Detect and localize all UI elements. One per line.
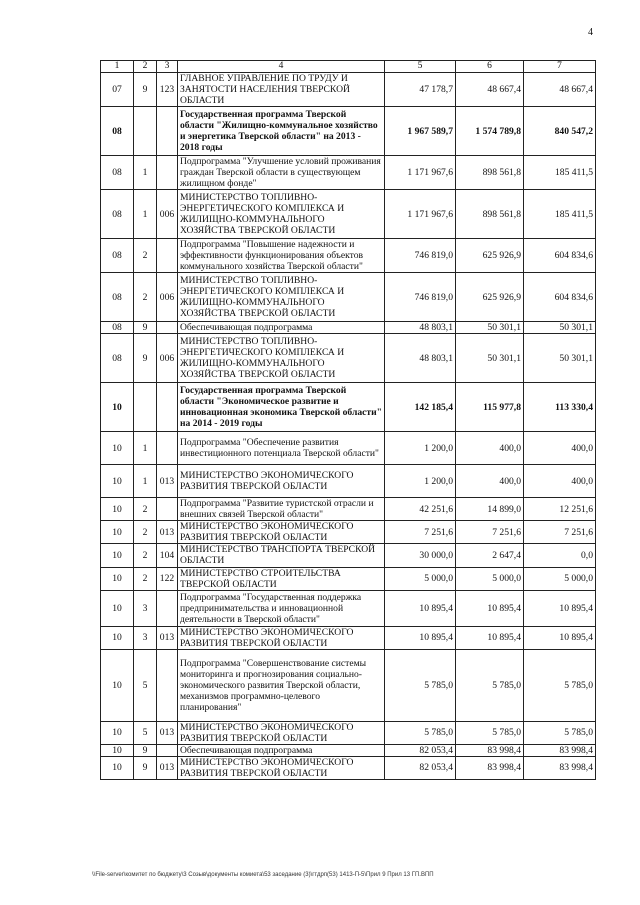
- row-value-2019-cell: 42 251,6: [385, 498, 456, 521]
- row-admin-code-cell: 006: [157, 334, 178, 383]
- row-value-2021-cell: 10 895,4: [524, 590, 596, 626]
- row-admin-code-cell: 013: [157, 465, 178, 498]
- table-row: [101, 432, 596, 465]
- table-row: [101, 239, 596, 273]
- row-value-2021-cell: 10 895,4: [524, 626, 596, 649]
- table-row: [101, 544, 596, 567]
- row-value-2020-cell: 115 977,8: [456, 383, 524, 432]
- row-name-cell: Подпрограмма "Повышение надежности и эффективности функционирования объектов коммунального хозяйства Тверской области": [178, 239, 385, 273]
- row-subprogram-cell: [134, 383, 157, 432]
- row-subprogram-cell: 2: [134, 273, 157, 322]
- row-value-2021-cell: 5 000,0: [524, 567, 596, 590]
- row-name-cell: Подпрограмма "Государственная поддержка предпринимательства и инновационной деятельности в Тверской области": [178, 590, 385, 626]
- row-subprogram-cell: 2: [134, 544, 157, 567]
- row-value-2020-cell: 898 561,8: [456, 156, 524, 190]
- row-admin-code-cell: 122: [157, 567, 178, 590]
- column-header: 5: [385, 61, 456, 73]
- row-subprogram-cell: 3: [134, 590, 157, 626]
- table-row: [101, 567, 596, 590]
- row-subprogram-cell: 5: [134, 721, 157, 744]
- table-row: [101, 649, 596, 721]
- row-subprogram-cell: 2: [134, 521, 157, 544]
- row-code-cell: 08: [101, 107, 134, 156]
- table-row: [101, 73, 596, 107]
- row-value-2019-cell: 7 251,6: [385, 521, 456, 544]
- row-admin-code-cell: 104: [157, 544, 178, 567]
- table-row: [101, 334, 596, 383]
- row-value-2020-cell: 1 574 789,8: [456, 107, 524, 156]
- row-admin-code-cell: 006: [157, 273, 178, 322]
- row-subprogram-cell: 9: [134, 73, 157, 107]
- table-row: [101, 465, 596, 498]
- row-value-2020-cell: 2 647,4: [456, 544, 524, 567]
- row-value-2020-cell: 5 000,0: [456, 567, 524, 590]
- row-subprogram-cell: 3: [134, 626, 157, 649]
- row-code-cell: 08: [101, 334, 134, 383]
- row-admin-code-cell: 123: [157, 73, 178, 107]
- row-value-2019-cell: 30 000,0: [385, 544, 456, 567]
- row-code-cell: 10: [101, 498, 134, 521]
- row-name-cell: Обеспечивающая подпрограмма: [178, 744, 385, 756]
- row-subprogram-cell: 9: [134, 744, 157, 756]
- row-value-2019-cell: 1 967 589,7: [385, 107, 456, 156]
- row-value-2019-cell: 48 803,1: [385, 322, 456, 334]
- table-body: [101, 73, 596, 780]
- row-name-cell: МИНИСТЕРСТВО ТОПЛИВНО-ЭНЕРГЕТИЧЕСКОГО КОМПЛЕКСА И ЖИЛИЩНО-КОММУНАЛЬНОГО ХОЗЯЙСТВА ТВЕРСКОЙ ОБЛАСТИ: [178, 190, 385, 239]
- row-value-2021-cell: 113 330,4: [524, 383, 596, 432]
- column-header: 4: [178, 61, 385, 73]
- row-code-cell: 10: [101, 626, 134, 649]
- row-value-2020-cell: 898 561,8: [456, 190, 524, 239]
- row-value-2019-cell: 142 185,4: [385, 383, 456, 432]
- row-admin-code-cell: 006: [157, 190, 178, 239]
- row-admin-code-cell: 013: [157, 626, 178, 649]
- row-code-cell: 10: [101, 521, 134, 544]
- row-value-2020-cell: 400,0: [456, 465, 524, 498]
- row-code-cell: 08: [101, 273, 134, 322]
- row-value-2019-cell: 1 200,0: [385, 432, 456, 465]
- row-value-2021-cell: 604 834,6: [524, 239, 596, 273]
- column-header: 3: [157, 61, 178, 73]
- row-name-cell: ГЛАВНОЕ УПРАВЛЕНИЕ ПО ТРУДУ И ЗАНЯТОСТИ НАСЕЛЕНИЯ ТВЕРСКОЙ ОБЛАСТИ: [178, 73, 385, 107]
- file-path-footer: \\File-server\комитет по бюджету\3 Созыв\документы комиета\53 заседание (3)\гтдрп(53) 1413-П-5\Прил 9 Прил 13 ГП.ВПП: [92, 872, 434, 878]
- page-number: 4: [588, 27, 593, 38]
- row-admin-code-cell: [157, 649, 178, 721]
- budget-table: [100, 60, 596, 780]
- row-admin-code-cell: 013: [157, 756, 178, 779]
- table-row: [101, 383, 596, 432]
- row-value-2021-cell: 185 411,5: [524, 156, 596, 190]
- row-value-2019-cell: 47 178,7: [385, 73, 456, 107]
- row-admin-code-cell: [157, 322, 178, 334]
- row-code-cell: 10: [101, 721, 134, 744]
- row-code-cell: 08: [101, 190, 134, 239]
- table-header-row: [101, 61, 596, 73]
- row-value-2020-cell: 14 899,0: [456, 498, 524, 521]
- table-row: [101, 721, 596, 744]
- row-name-cell: МИНИСТЕРСТВО ЭКОНОМИЧЕСКОГО РАЗВИТИЯ ТВЕРСКОЙ ОБЛАСТИ: [178, 756, 385, 779]
- row-admin-code-cell: 013: [157, 521, 178, 544]
- row-name-cell: Государственная программа Тверской области "Экономическое развитие и инновационная экономика Тверской области" на 2014 - 2019 годы: [178, 383, 385, 432]
- row-value-2021-cell: 50 301,1: [524, 334, 596, 383]
- row-admin-code-cell: [157, 383, 178, 432]
- row-code-cell: 10: [101, 432, 134, 465]
- row-value-2021-cell: 840 547,2: [524, 107, 596, 156]
- table-row: [101, 107, 596, 156]
- row-value-2020-cell: 10 895,4: [456, 590, 524, 626]
- row-name-cell: МИНИСТЕРСТВО ЭКОНОМИЧЕСКОГО РАЗВИТИЯ ТВЕРСКОЙ ОБЛАСТИ: [178, 626, 385, 649]
- row-value-2019-cell: 1 171 967,6: [385, 156, 456, 190]
- row-value-2021-cell: 12 251,6: [524, 498, 596, 521]
- row-value-2020-cell: 50 301,1: [456, 322, 524, 334]
- table-row: [101, 322, 596, 334]
- row-admin-code-cell: 013: [157, 721, 178, 744]
- table-row: [101, 190, 596, 239]
- row-code-cell: 10: [101, 383, 134, 432]
- column-header: 2: [134, 61, 157, 73]
- row-value-2021-cell: 400,0: [524, 432, 596, 465]
- row-value-2020-cell: 5 785,0: [456, 721, 524, 744]
- row-value-2019-cell: 10 895,4: [385, 590, 456, 626]
- table-row: [101, 744, 596, 756]
- row-code-cell: 10: [101, 465, 134, 498]
- table-row: [101, 521, 596, 544]
- row-name-cell: Обеспечивающая подпрограмма: [178, 322, 385, 334]
- row-value-2019-cell: 10 895,4: [385, 626, 456, 649]
- row-admin-code-cell: [157, 590, 178, 626]
- row-subprogram-cell: 5: [134, 649, 157, 721]
- row-value-2021-cell: 83 998,4: [524, 744, 596, 756]
- row-value-2020-cell: 625 926,9: [456, 239, 524, 273]
- row-value-2021-cell: 50 301,1: [524, 322, 596, 334]
- row-subprogram-cell: 1: [134, 156, 157, 190]
- row-value-2021-cell: 604 834,6: [524, 273, 596, 322]
- row-admin-code-cell: [157, 107, 178, 156]
- row-value-2020-cell: 7 251,6: [456, 521, 524, 544]
- row-admin-code-cell: [157, 156, 178, 190]
- row-subprogram-cell: 2: [134, 498, 157, 521]
- column-header: 6: [456, 61, 524, 73]
- row-name-cell: Подпрограмма "Улучшение условий проживания граждан Тверской области в существующем жилищном фонде": [178, 156, 385, 190]
- row-value-2020-cell: 48 667,4: [456, 73, 524, 107]
- row-subprogram-cell: 1: [134, 432, 157, 465]
- row-name-cell: Государственная программа Тверской области "Жилищно-коммунальное хозяйство и энергетика Тверской области" на 2013 - 2018 годы: [178, 107, 385, 156]
- row-subprogram-cell: 2: [134, 239, 157, 273]
- table-row: [101, 590, 596, 626]
- column-header: 7: [524, 61, 596, 73]
- row-name-cell: Подпрограмма "Совершенствование системы мониторинга и прогнозирования социально-экономического развития Тверской области, механизмов программно-целевого планирования": [178, 649, 385, 721]
- row-name-cell: Подпрограмма "Развитие туристской отрасли и внешних связей Тверской области": [178, 498, 385, 521]
- row-name-cell: МИНИСТЕРСТВО ТОПЛИВНО-ЭНЕРГЕТИЧЕСКОГО КОМПЛЕКСА И ЖИЛИЩНО-КОММУНАЛЬНОГО ХОЗЯЙСТВА ТВЕРСКОЙ ОБЛАСТИ: [178, 273, 385, 322]
- row-value-2019-cell: 82 053,4: [385, 756, 456, 779]
- row-value-2019-cell: 1 200,0: [385, 465, 456, 498]
- row-code-cell: 10: [101, 590, 134, 626]
- row-value-2019-cell: 746 819,0: [385, 273, 456, 322]
- row-name-cell: МИНИСТЕРСТВО СТРОИТЕЛЬСТВА ТВЕРСКОЙ ОБЛАСТИ: [178, 567, 385, 590]
- row-code-cell: 10: [101, 544, 134, 567]
- row-name-cell: МИНИСТЕРСТВО ТРАНСПОРТА ТВЕРСКОЙ ОБЛАСТИ: [178, 544, 385, 567]
- row-value-2019-cell: 5 000,0: [385, 567, 456, 590]
- row-value-2019-cell: 5 785,0: [385, 649, 456, 721]
- row-value-2021-cell: 48 667,4: [524, 73, 596, 107]
- column-header: 1: [101, 61, 134, 73]
- row-value-2019-cell: 746 819,0: [385, 239, 456, 273]
- row-value-2021-cell: 5 785,0: [524, 721, 596, 744]
- row-value-2020-cell: 625 926,9: [456, 273, 524, 322]
- row-value-2020-cell: 5 785,0: [456, 649, 524, 721]
- row-value-2020-cell: 50 301,1: [456, 334, 524, 383]
- row-admin-code-cell: [157, 239, 178, 273]
- row-code-cell: 08: [101, 239, 134, 273]
- row-admin-code-cell: [157, 498, 178, 521]
- row-value-2019-cell: 82 053,4: [385, 744, 456, 756]
- row-value-2021-cell: 83 998,4: [524, 756, 596, 779]
- row-code-cell: 10: [101, 567, 134, 590]
- row-value-2020-cell: 400,0: [456, 432, 524, 465]
- row-name-cell: МИНИСТЕРСТВО ТОПЛИВНО-ЭНЕРГЕТИЧЕСКОГО КОМПЛЕКСА И ЖИЛИЩНО-КОММУНАЛЬНОГО ХОЗЯЙСТВА ТВЕРСКОЙ ОБЛАСТИ: [178, 334, 385, 383]
- row-subprogram-cell: 1: [134, 190, 157, 239]
- row-value-2019-cell: 1 171 967,6: [385, 190, 456, 239]
- row-code-cell: 10: [101, 649, 134, 721]
- row-name-cell: Подпрограмма "Обеспечение развития инвестиционного потенциала Тверской области": [178, 432, 385, 465]
- row-code-cell: 08: [101, 322, 134, 334]
- row-code-cell: 10: [101, 744, 134, 756]
- table-row: [101, 626, 596, 649]
- row-name-cell: МИНИСТЕРСТВО ЭКОНОМИЧЕСКОГО РАЗВИТИЯ ТВЕРСКОЙ ОБЛАСТИ: [178, 521, 385, 544]
- row-code-cell: 08: [101, 156, 134, 190]
- row-code-cell: 10: [101, 756, 134, 779]
- row-value-2021-cell: 7 251,6: [524, 521, 596, 544]
- row-subprogram-cell: 9: [134, 322, 157, 334]
- row-name-cell: МИНИСТЕРСТВО ЭКОНОМИЧЕСКОГО РАЗВИТИЯ ТВЕРСКОЙ ОБЛАСТИ: [178, 465, 385, 498]
- row-value-2021-cell: 0,0: [524, 544, 596, 567]
- row-subprogram-cell: [134, 107, 157, 156]
- row-value-2019-cell: 48 803,1: [385, 334, 456, 383]
- table-row: [101, 156, 596, 190]
- table-row: [101, 498, 596, 521]
- row-value-2020-cell: 83 998,4: [456, 744, 524, 756]
- row-subprogram-cell: 9: [134, 756, 157, 779]
- row-name-cell: МИНИСТЕРСТВО ЭКОНОМИЧЕСКОГО РАЗВИТИЯ ТВЕРСКОЙ ОБЛАСТИ: [178, 721, 385, 744]
- row-value-2020-cell: 83 998,4: [456, 756, 524, 779]
- row-value-2021-cell: 5 785,0: [524, 649, 596, 721]
- row-code-cell: 07: [101, 73, 134, 107]
- row-value-2021-cell: 185 411,5: [524, 190, 596, 239]
- table-row: [101, 756, 596, 779]
- row-admin-code-cell: [157, 744, 178, 756]
- row-value-2019-cell: 5 785,0: [385, 721, 456, 744]
- row-value-2020-cell: 10 895,4: [456, 626, 524, 649]
- row-value-2021-cell: 400,0: [524, 465, 596, 498]
- row-admin-code-cell: [157, 432, 178, 465]
- table-row: [101, 273, 596, 322]
- row-subprogram-cell: 9: [134, 334, 157, 383]
- row-subprogram-cell: 2: [134, 567, 157, 590]
- row-subprogram-cell: 1: [134, 465, 157, 498]
